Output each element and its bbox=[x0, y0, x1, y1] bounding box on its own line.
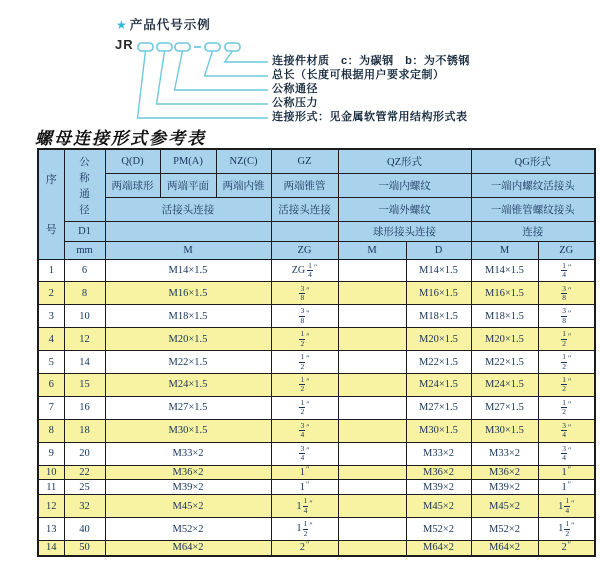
header-group-qz: QZ形式 bbox=[338, 149, 471, 173]
cell-qz-d: M33×2 bbox=[406, 442, 471, 465]
cell-no: 12 bbox=[38, 495, 64, 518]
cell-no: 9 bbox=[38, 442, 64, 465]
cell-qg-m: M30×1.5 bbox=[471, 419, 538, 442]
cell-qg-m: M39×2 bbox=[471, 480, 538, 495]
header-dn: 公 称 通 径 bbox=[64, 149, 105, 221]
cell-qz-m bbox=[338, 518, 406, 541]
cell-qg-m: M14×1.5 bbox=[471, 259, 538, 282]
cell-qg-zg: 1 $\frac{1}{2}$ ″ bbox=[538, 518, 595, 541]
cell-qz-m bbox=[338, 328, 406, 351]
cell-dn: 50 bbox=[64, 540, 105, 556]
cell-m: M36×2 bbox=[105, 465, 271, 480]
leader-line bbox=[205, 51, 269, 76]
header-group-gz: GZ bbox=[271, 149, 338, 173]
table-row bbox=[38, 305, 595, 328]
cell-qz-d: M64×2 bbox=[406, 540, 471, 556]
diagram-label: 连接形式：见金属软管常用结构形式表 bbox=[272, 111, 468, 123]
cell-m: M27×1.5 bbox=[105, 396, 271, 419]
cell-dn: 40 bbox=[64, 518, 105, 541]
cell-qz-d: M18×1.5 bbox=[406, 305, 471, 328]
cell-no: 14 bbox=[38, 540, 64, 556]
header-desc-pm: 两端平面 bbox=[160, 173, 216, 197]
cell-qg-m: M27×1.5 bbox=[471, 396, 538, 419]
cell-m: M14×1.5 bbox=[105, 259, 271, 282]
cell-qg-zg: $\frac{1}{2}$ ″ bbox=[538, 328, 595, 351]
cell-qz-d: M39×2 bbox=[406, 480, 471, 495]
cell-dn: 25 bbox=[64, 480, 105, 495]
table-row bbox=[38, 442, 595, 465]
cell-no: 8 bbox=[38, 419, 64, 442]
cell-dn: 18 bbox=[64, 419, 105, 442]
cell-qg-m: M22×1.5 bbox=[471, 351, 538, 374]
cell-qg-zg: 2″ bbox=[538, 540, 595, 556]
cell-qg-m: M36×2 bbox=[471, 465, 538, 480]
cell-qg-zg: $\frac{1}{4}$ ″ bbox=[538, 259, 595, 282]
cell-qg-zg: 1 $\frac{1}{4}$ ″ bbox=[538, 495, 595, 518]
cell-m: M33×2 bbox=[105, 442, 271, 465]
cell-no: 13 bbox=[38, 518, 64, 541]
cell-m: M64×2 bbox=[105, 540, 271, 556]
header-desc-qg: 一端内螺纹活接头 bbox=[471, 173, 595, 197]
header-mm: mm bbox=[64, 241, 105, 259]
cell-gz: 2″ bbox=[271, 540, 338, 556]
cell-m: M22×1.5 bbox=[105, 351, 271, 374]
header-group-qg: QG形式 bbox=[471, 149, 595, 173]
cell-qg-zg: $\frac{3}{8}$ ″ bbox=[538, 282, 595, 305]
table-row bbox=[38, 518, 595, 541]
cell-qz-m bbox=[338, 465, 406, 480]
cell-qg-m: M24×1.5 bbox=[471, 373, 538, 396]
header-group-q: Q(D) bbox=[105, 149, 160, 173]
cell-qz-m bbox=[338, 305, 406, 328]
cell-gz: $\frac{3}{4}$ ″ bbox=[271, 442, 338, 465]
diagram-label: 公称压力 bbox=[272, 97, 318, 109]
table-row bbox=[38, 373, 595, 396]
cell-qg-zg: $\frac{1}{2}$ ″ bbox=[538, 351, 595, 374]
cell-gz: 1 $\frac{1}{4}$ ″ bbox=[271, 495, 338, 518]
table-row bbox=[38, 259, 595, 282]
header-desc-qz: 一端内螺纹 bbox=[338, 173, 471, 197]
header-blank-qpmnz bbox=[105, 221, 271, 241]
cell-qz-m bbox=[338, 396, 406, 419]
cell-qz-d: M16×1.5 bbox=[406, 282, 471, 305]
cell-qg-zg: $\frac{3}{8}$ ″ bbox=[538, 305, 595, 328]
cell-qg-m: M52×2 bbox=[471, 518, 538, 541]
cell-gz: 1 $\frac{1}{2}$ ″ bbox=[271, 518, 338, 541]
code-box bbox=[225, 43, 240, 51]
code-box bbox=[138, 43, 153, 51]
header-unit-qg-m: M bbox=[471, 241, 538, 259]
cell-m: M39×2 bbox=[105, 480, 271, 495]
cell-dn: 15 bbox=[64, 373, 105, 396]
code-box bbox=[157, 43, 172, 51]
nut-connection-reference-table bbox=[37, 148, 596, 557]
cell-qz-m bbox=[338, 480, 406, 495]
header-desc-gz: 两端锥管 bbox=[271, 173, 338, 197]
cell-dn: 10 bbox=[64, 305, 105, 328]
cell-gz: $\frac{1}{2}$ ″ bbox=[271, 396, 338, 419]
cell-qz-m bbox=[338, 442, 406, 465]
cell-m: M18×1.5 bbox=[105, 305, 271, 328]
cell-no: 6 bbox=[38, 373, 64, 396]
leader-line bbox=[138, 51, 269, 118]
cell-m: M20×1.5 bbox=[105, 328, 271, 351]
header-conn-qz: 一端外螺纹 bbox=[338, 197, 471, 221]
cell-qz-m bbox=[338, 419, 406, 442]
cell-qg-zg: $\frac{3}{4}$ ″ bbox=[538, 442, 595, 465]
cell-no: 4 bbox=[38, 328, 64, 351]
header-conn-qg: 一端锥管螺纹接头 bbox=[471, 197, 595, 221]
cell-gz: $\frac{3}{8}$ ″ bbox=[271, 305, 338, 328]
cell-qz-m bbox=[338, 259, 406, 282]
cell-qz-d: M27×1.5 bbox=[406, 396, 471, 419]
header-unit-zg: ZG bbox=[271, 241, 338, 259]
header-conn-gz: 活接头连接 bbox=[271, 197, 338, 221]
table-row bbox=[38, 495, 595, 518]
cell-gz: $\frac{3}{4}$ ″ bbox=[271, 419, 338, 442]
star-icon: ★ bbox=[116, 18, 128, 32]
cell-qz-d: M14×1.5 bbox=[406, 259, 471, 282]
diagram-label: 公称通径 bbox=[272, 83, 318, 95]
code-box bbox=[175, 43, 190, 51]
header-desc-nz: 两端内锥 bbox=[216, 173, 271, 197]
cell-qz-d: M45×2 bbox=[406, 495, 471, 518]
cell-no: 2 bbox=[38, 282, 64, 305]
table-row bbox=[38, 540, 595, 556]
cell-qz-d: M52×2 bbox=[406, 518, 471, 541]
cell-qg-m: M16×1.5 bbox=[471, 282, 538, 305]
header-unit-m: M bbox=[105, 241, 271, 259]
cell-gz: $\frac{1}{2}$ ″ bbox=[271, 373, 338, 396]
cell-qz-d: M20×1.5 bbox=[406, 328, 471, 351]
table-row bbox=[38, 396, 595, 419]
cell-qg-zg: $\frac{3}{4}$ ″ bbox=[538, 419, 595, 442]
table-row bbox=[38, 282, 595, 305]
header-unit-qz-d: D bbox=[406, 241, 471, 259]
cell-qg-m: M20×1.5 bbox=[471, 328, 538, 351]
cell-no: 5 bbox=[38, 351, 64, 374]
cell-qg-zg: $\frac{1}{2}$ ″ bbox=[538, 396, 595, 419]
cell-qg-zg: 1″ bbox=[538, 480, 595, 495]
header-conn2-qg: 连接 bbox=[471, 221, 595, 241]
header-seq: 序 号 bbox=[38, 149, 64, 259]
product-code-prefix: JR bbox=[115, 37, 134, 52]
cell-qz-d: M30×1.5 bbox=[406, 419, 471, 442]
cell-m: M24×1.5 bbox=[105, 373, 271, 396]
cell-qz-m bbox=[338, 540, 406, 556]
code-box bbox=[205, 43, 220, 51]
cell-dn: 22 bbox=[64, 465, 105, 480]
header-desc-q: 两端球形 bbox=[105, 173, 160, 197]
leader-line bbox=[175, 51, 269, 90]
cell-qz-m bbox=[338, 495, 406, 518]
cell-qg-zg: 1″ bbox=[538, 465, 595, 480]
cell-qz-d: M36×2 bbox=[406, 465, 471, 480]
cell-dn: 16 bbox=[64, 396, 105, 419]
cell-qg-zg: $\frac{1}{2}$ ″ bbox=[538, 373, 595, 396]
leader-line bbox=[225, 51, 269, 62]
cell-qg-m: M64×2 bbox=[471, 540, 538, 556]
cell-qz-m bbox=[338, 373, 406, 396]
cell-dn: 20 bbox=[64, 442, 105, 465]
cell-dn: 32 bbox=[64, 495, 105, 518]
cell-qz-m bbox=[338, 282, 406, 305]
cell-m: M16×1.5 bbox=[105, 282, 271, 305]
diagram-label: 总长（长度可根据用户要求定制） bbox=[272, 69, 445, 81]
header-unit-qz-m: M bbox=[338, 241, 406, 259]
header-conn2-qz: 球形接头连接 bbox=[338, 221, 471, 241]
diagram-heading-text: 产品代号示例 bbox=[129, 18, 211, 32]
header-blank-gz bbox=[271, 221, 338, 241]
cell-gz: $\frac{3}{8}$ ″ bbox=[271, 282, 338, 305]
table-row bbox=[38, 480, 595, 495]
cell-gz: 1″ bbox=[271, 480, 338, 495]
cell-no: 3 bbox=[38, 305, 64, 328]
header-group-nz: NZ(C) bbox=[216, 149, 271, 173]
diagram-label: 连接件材质 c：为碳钢 b：为不锈钢 bbox=[272, 55, 470, 67]
cell-no: 1 bbox=[38, 259, 64, 282]
cell-gz: $\frac{1}{2}$ ″ bbox=[271, 328, 338, 351]
cell-m: M45×2 bbox=[105, 495, 271, 518]
header-d1: D1 bbox=[64, 221, 105, 241]
diagram-heading bbox=[116, 15, 211, 33]
cell-dn: 14 bbox=[64, 351, 105, 374]
table-row bbox=[38, 419, 595, 442]
cell-qg-m: M18×1.5 bbox=[471, 305, 538, 328]
cell-m: M52×2 bbox=[105, 518, 271, 541]
cell-qg-m: M33×2 bbox=[471, 442, 538, 465]
cell-no: 11 bbox=[38, 480, 64, 495]
table-title: 螺母连接形式参考表 bbox=[35, 129, 206, 149]
cell-dn: 8 bbox=[64, 282, 105, 305]
cell-m: M30×1.5 bbox=[105, 419, 271, 442]
cell-qz-d: M22×1.5 bbox=[406, 351, 471, 374]
header-unit-qg-zg: ZG bbox=[538, 241, 595, 259]
cell-dn: 12 bbox=[64, 328, 105, 351]
table-row bbox=[38, 465, 595, 480]
cell-no: 10 bbox=[38, 465, 64, 480]
cell-dn: 6 bbox=[64, 259, 105, 282]
cell-gz: ZG $\frac{1}{4}$ ″ bbox=[271, 259, 338, 282]
cell-qz-d: M24×1.5 bbox=[406, 373, 471, 396]
header-group-pm: PM(A) bbox=[160, 149, 216, 173]
table-row bbox=[38, 351, 595, 374]
table-row bbox=[38, 328, 595, 351]
cell-gz: $\frac{1}{2}$ ″ bbox=[271, 351, 338, 374]
cell-qz-m bbox=[338, 351, 406, 374]
header-conn-qpmnz: 活接头连接 bbox=[105, 197, 271, 221]
cell-gz: 1″ bbox=[271, 465, 338, 480]
cell-qg-m: M45×2 bbox=[471, 495, 538, 518]
leader-line bbox=[157, 51, 269, 104]
cell-no: 7 bbox=[38, 396, 64, 419]
